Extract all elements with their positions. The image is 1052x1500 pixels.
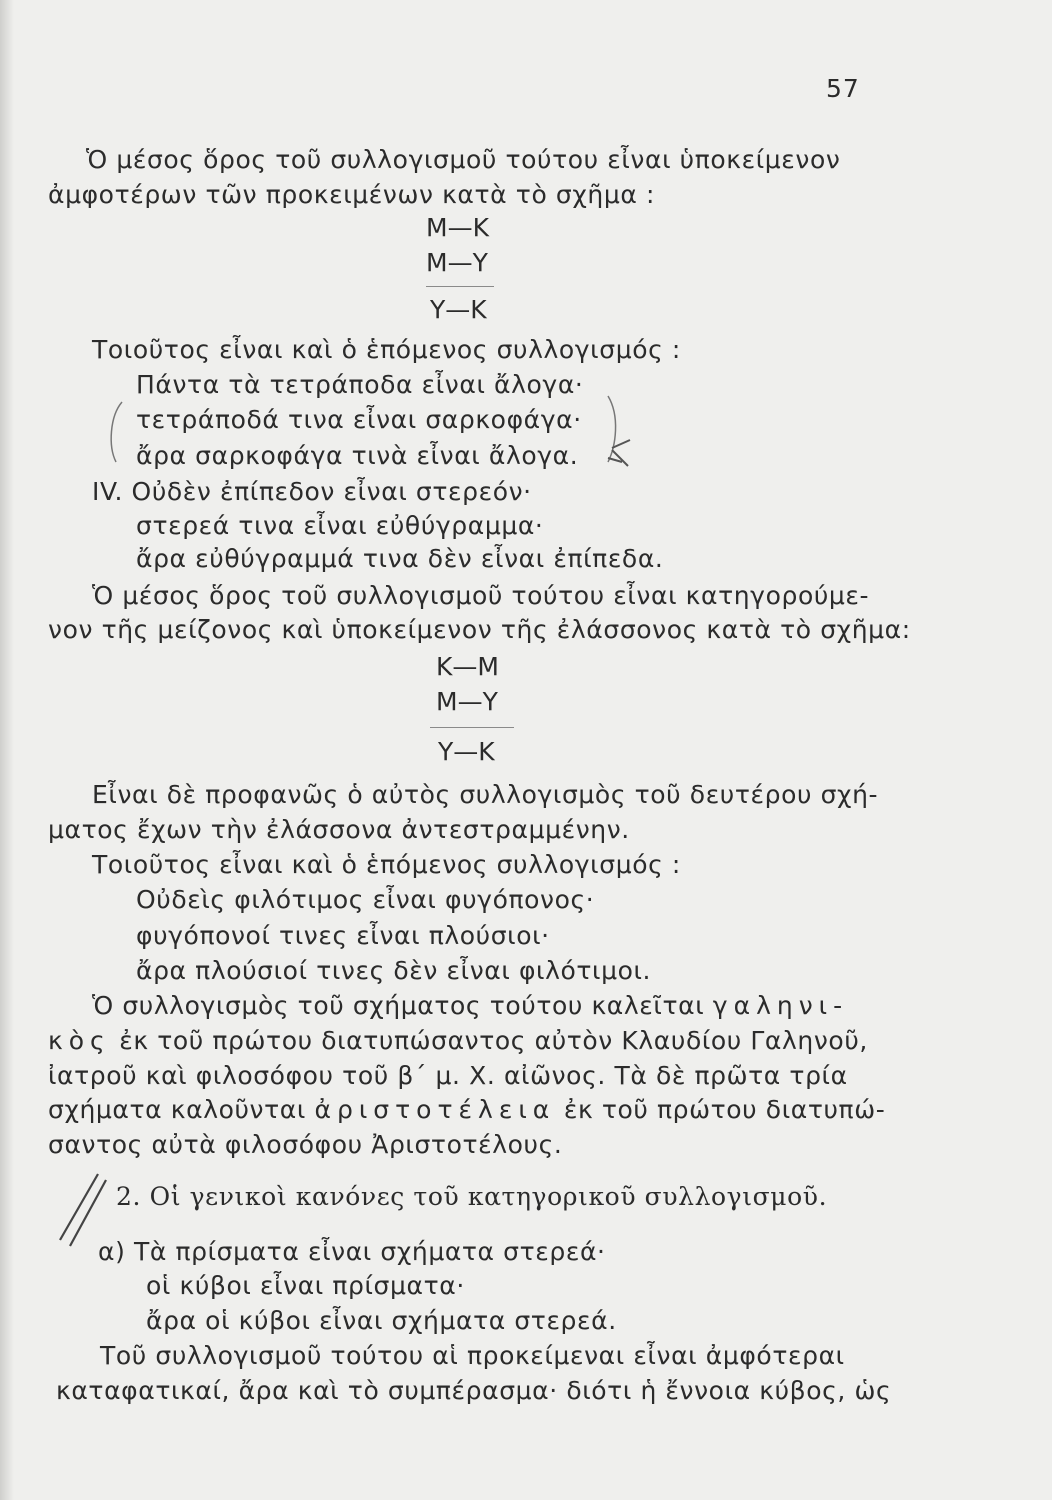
text-line-1: Ὁ μέσος ὅρος τοῦ συλλογισμοῦ τούτου εἶναι ὑποκείμενον <box>86 145 841 174</box>
formula-premise-minor: Μ—Υ <box>426 248 488 277</box>
formula4-divider <box>430 727 514 728</box>
example4-line-3: ἄρα εὐθύγραμμά τινα δὲν εἶναι ἐπίπεδα. <box>136 544 664 573</box>
text-line-8: Τοιοῦτος εἶναι καὶ ὁ ἑπόμενος συλλογισμός : <box>92 850 681 879</box>
formula-premise-major: Μ—Κ <box>426 213 489 242</box>
example6-line-2: οἱ κύβοι εἶναι πρίσματα· <box>146 1271 465 1300</box>
text-line-last-2: καταφατικαί, ἄρα καὶ τὸ συμπέρασμα· διότι ἡ ἔννοια κύβος, ὡς <box>56 1376 892 1405</box>
pencil-bracket-mark <box>100 366 640 476</box>
page-edge-shadow <box>0 0 14 1500</box>
text-line-7: ματος ἔχων τὴν ἐλάσσονα ἀντεστραμμένην. <box>48 815 630 844</box>
example5-line-2: φυγόπονοί τινες εἶναι πλούσιοι· <box>136 921 550 950</box>
galen-line-5: σαντος αὐτὰ φιλοσόφου Ἀριστοτέλους. <box>48 1130 563 1159</box>
formula4-premise-minor: Μ—Υ <box>436 687 498 716</box>
example4-line-2: στερεά τινα εἶναι εὐθύγραμμα· <box>136 511 544 540</box>
galen-line-3: ἰατροῦ καὶ φιλοσόφου τοῦ β΄ μ. Χ. αἰῶνος. Τὰ δὲ πρῶτα τρία <box>48 1061 848 1090</box>
text-line-last-1: Τοῦ συλλογισμοῦ τούτου αἱ προκείμεναι εἶναι ἀμφότεραι <box>100 1341 845 1370</box>
formula4-premise-major: Κ—Μ <box>436 652 499 681</box>
galen-line-2: κὸς ἐκ τοῦ πρώτου διατυπώσαντος αὐτὸν Κλαυδίου Γαληνοῦ, <box>48 1026 868 1055</box>
text-line-2: ἀμφοτέρων τῶν προκειμένων κατὰ τὸ σχῆμα : <box>48 180 655 209</box>
page-number: 57 <box>826 74 860 103</box>
formula-divider <box>426 286 494 287</box>
example6-line-1: α) Τὰ πρίσματα εἶναι σχήματα στερεά· <box>98 1237 606 1266</box>
example5-line-3: ἄρα πλούσιοί τινες δὲν εἶναι φιλότιμοι. <box>136 956 652 985</box>
example6-line-3: ἄρα οἱ κύβοι εἶναι σχήματα στερεά. <box>146 1306 617 1335</box>
text-line-5: νον τῆς μείζονος καὶ ὑποκείμενον τῆς ἐλάσσονος κατὰ τὸ σχῆμα: <box>48 615 911 644</box>
section-heading: 2. Οἱ γενικοὶ κανόνες τοῦ κατηγορικοῦ συλλογισμοῦ. <box>116 1182 828 1211</box>
galen-line-1: Ὁ συλλογισμὸς τοῦ σχήματος τούτου καλεῖται γαληνι- <box>92 991 849 1020</box>
roman-four-line: IV. Οὐδὲν ἐπίπεδον εἶναι στερεόν· <box>92 477 532 506</box>
text-line-3: Τοιοῦτος εἶναι καὶ ὁ ἑπόμενος συλλογισμός : <box>92 335 681 364</box>
example-line-3: ἄρα σαρκοφάγα τινὰ εἶναι ἄλογα. <box>136 441 579 470</box>
formula-conclusion: Υ—Κ <box>430 295 487 324</box>
text-line-6: Εἶναι δὲ προφανῶς ὁ αὐτὸς συλλογισμὸς τοῦ δευτέρου σχή- <box>92 780 879 809</box>
text-line-4: Ὁ μέσος ὅρος τοῦ συλλογισμοῦ τούτου εἶναι κατηγορούμε- <box>92 581 870 610</box>
galen-line-4: σχήματα καλοῦνται ἀριστοτέλεια ἐκ τοῦ πρώτου διατυπώ- <box>48 1095 886 1124</box>
example-line-1: Πάντα τὰ τετράποδα εἶναι ἄλογα· <box>136 370 584 399</box>
formula4-conclusion: Υ—Κ <box>438 737 495 766</box>
example5-line-1: Οὐδεὶς φιλότιμος εἶναι φυγόπονος· <box>136 885 595 914</box>
example-line-2: τετράποδά τινα εἶναι σαρκοφάγα· <box>136 405 582 434</box>
